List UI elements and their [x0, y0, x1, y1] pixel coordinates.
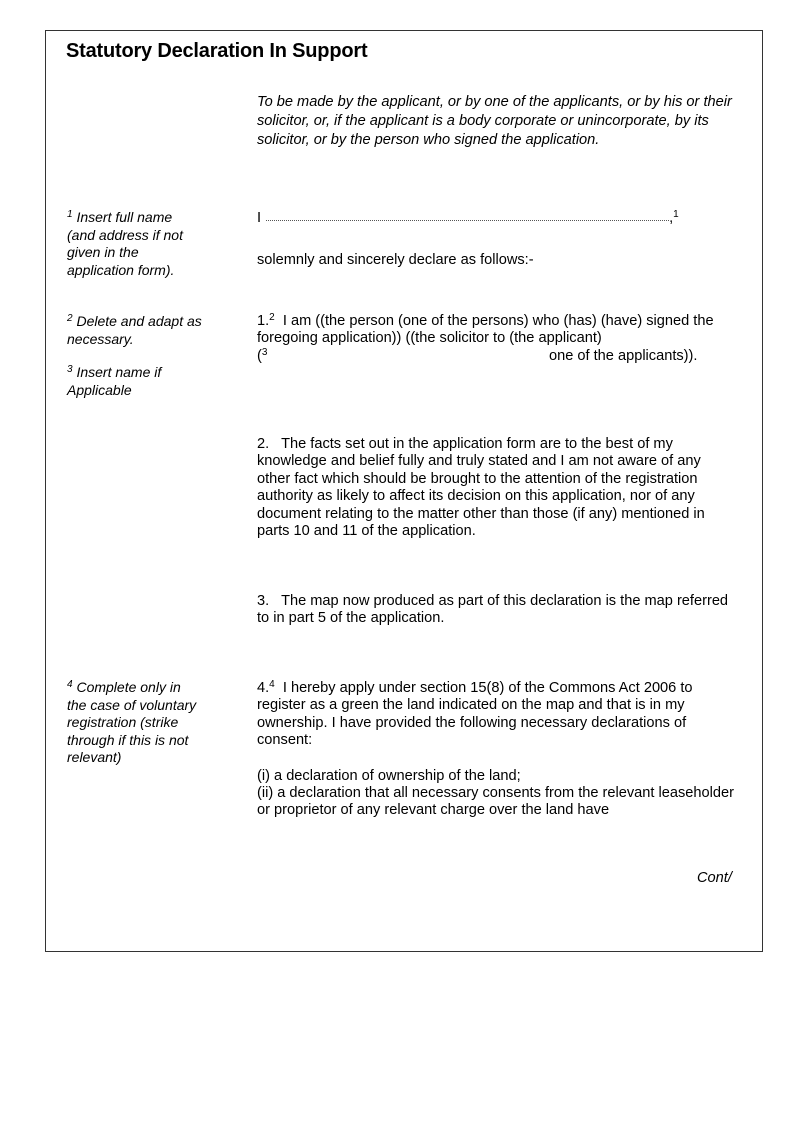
declarant-name-row — [257, 210, 679, 227]
note-4-number: 4 — [67, 679, 73, 690]
para-4-footnote-ref: 4 — [269, 679, 275, 690]
declarant-footnote-ref: 1 — [673, 209, 679, 220]
para-1-number: 1. — [257, 313, 270, 329]
para-1-text: I am ((the person (one of the persons) who (has) (have) signed the foregoing application)) ((the solicitor to (the applicant) — [257, 313, 714, 347]
margin-note-2 — [67, 313, 202, 348]
paragraph-1 — [257, 313, 735, 365]
margin-note-3 — [67, 364, 202, 399]
para-2-number: 2. — [257, 436, 270, 452]
note-2-text: Delete and adapt as necessary. — [67, 313, 202, 347]
paragraph-3 — [257, 593, 735, 628]
declarant-prefix: I — [257, 210, 262, 226]
intro-instructions: To be made by the applicant, or by one of the applicants, or by his or their solicitor, or, if the applicant is a body corporate or unincorporate, by its solicitor, or by the person who signed the application. — [257, 94, 732, 148]
margin-note-1 — [67, 209, 202, 279]
declarant-name-field[interactable] — [266, 219, 669, 221]
para-3-number: 3. — [257, 593, 270, 609]
para-1-line-end: one of the applicants)). — [549, 347, 698, 364]
paragraph-4 — [257, 680, 735, 820]
continued-marker: Cont/ — [697, 870, 732, 886]
para-3-text: The map now produced as part of this declaration is the map referred to in part 5 of the application. — [257, 593, 729, 627]
para-4-item-1: (i) a declaration of ownership of the land; — [257, 767, 521, 784]
para-4-text: I hereby apply under section 15(8) of the Commons Act 2006 to register as a green the land indicated on the map and that is in my ownership. I have provided the following necessary declarations of consent: — [257, 680, 693, 749]
para-1-footnote-ref: 2 — [269, 312, 275, 323]
paragraph-2 — [257, 436, 735, 540]
note-3-number: 3 — [67, 364, 73, 375]
note-4-text: Complete only in the case of voluntary registration (strike through if this is not relevant) — [67, 679, 197, 765]
margin-note-4 — [67, 679, 202, 767]
para-4-number: 4. — [257, 680, 270, 696]
note-1-text: Insert full name (and address if not given in the application form). — [67, 209, 183, 278]
para-2-text: The facts set out in the application form are to the best of my knowledge and belief fully and truly stated and I am not aware of any other fact which should be brought to the attention of the registration authority as likely to affect its decision on this application, nor of any document relating to the matter other than those (if any) mentioned in parts 10 and 11 of the application. — [257, 436, 705, 540]
para-1-applicant-line — [257, 348, 735, 365]
solemnly-declare-text: solemnly and sincerely declare as follows:- — [257, 252, 534, 268]
para-1-open-bracket: ( — [257, 347, 262, 364]
page-title: Statutory Declaration In Support — [66, 40, 368, 62]
note-1-number: 1 — [67, 209, 73, 220]
para-1-name-footnote-ref: 3 — [261, 346, 268, 358]
declarant-suffix: , — [669, 210, 674, 226]
note-3-text: Insert name if Applicable — [67, 364, 162, 398]
note-2-number: 2 — [67, 313, 73, 324]
para-4-item-2: (ii) a declaration that all necessary consents from the relevant leaseholder or proprietor of any relevant charge over the land have — [257, 785, 734, 819]
